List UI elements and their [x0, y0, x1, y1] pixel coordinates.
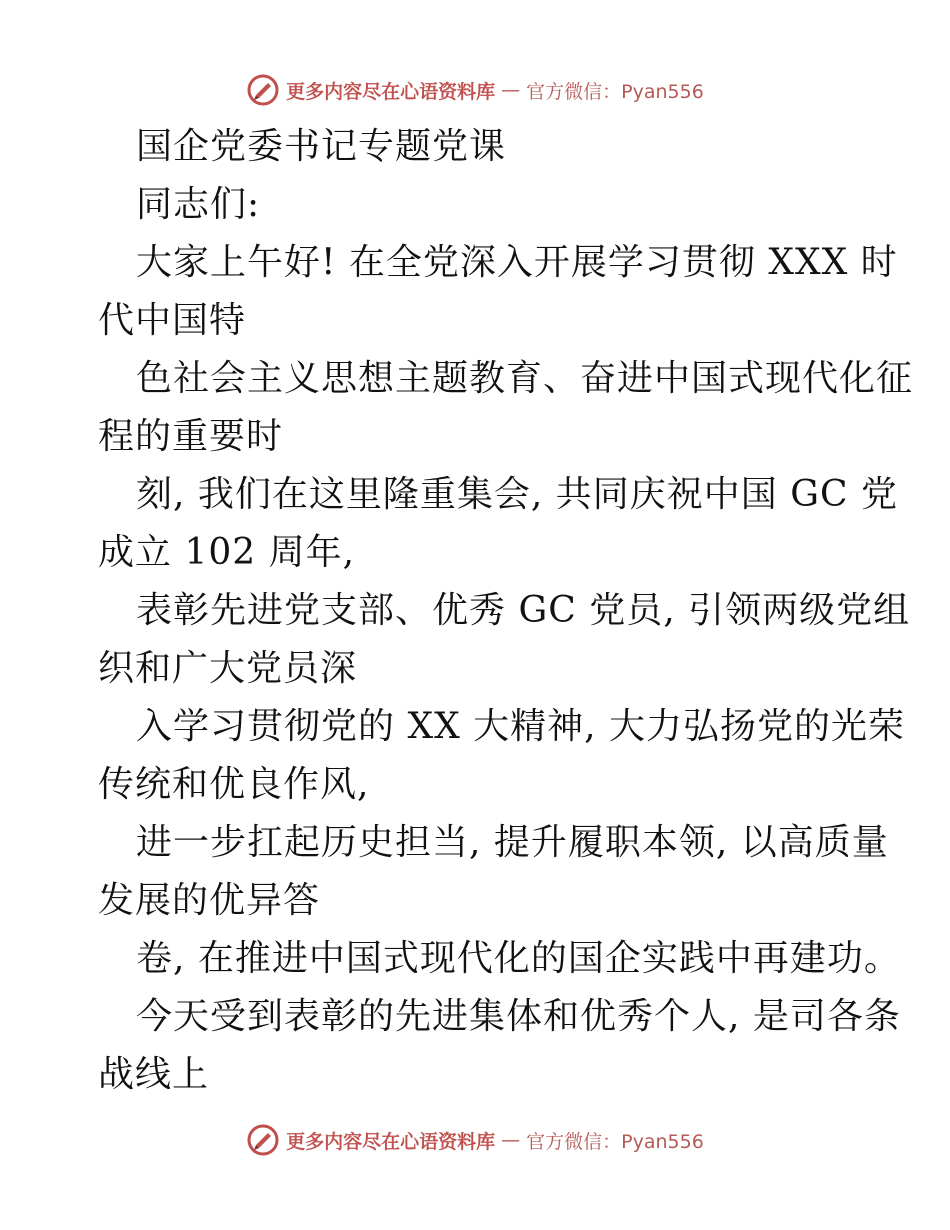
footer-watermark	[0, 1120, 950, 1160]
doc-line: 织和广大党员深	[98, 648, 358, 689]
doc-line: 成立 102 周年,	[98, 532, 356, 573]
watermark-separator: —	[501, 1129, 521, 1151]
doc-line: 刻, 我们在这里隆重集会, 共同庆祝中国 GC 党	[136, 474, 898, 515]
watermark-brand-text: 更多内容尽在心语资料库	[286, 80, 496, 103]
watermark-separator: —	[501, 79, 521, 101]
header-watermark	[0, 70, 950, 110]
doc-line: 表彰先进党支部、优秀 GC 党员, 引领两级党组	[136, 590, 911, 631]
watermark-wechat-text: 官方微信：Pyan556	[526, 80, 704, 103]
doc-line: 代中国特	[98, 300, 247, 341]
watermark-wechat-text: 官方微信：Pyan556	[526, 1130, 704, 1153]
doc-line: 进一步扛起历史担当, 提升履职本领, 以高质量	[136, 822, 889, 863]
pen-logo-icon	[246, 73, 280, 107]
doc-line: 程的重要时	[98, 416, 284, 457]
watermark-brand-text: 更多内容尽在心语资料库	[286, 1130, 496, 1153]
doc-line: 色社会主义思想主题教育、奋进中国式现代化征	[136, 358, 914, 399]
doc-line: 发展的优异答	[98, 880, 321, 921]
doc-line: 传统和优良作风,	[98, 764, 370, 805]
doc-line: 入学习贯彻党的 XX 大精神, 大力弘扬党的光荣	[136, 706, 906, 747]
pen-logo-icon	[246, 1123, 280, 1157]
doc-line: 大家上午好! 在全党深入开展学习贯彻 XXX 时	[136, 242, 898, 283]
document-body	[98, 118, 914, 1104]
doc-line: 卷, 在推进中国式现代化的国企实践中再建功。	[136, 938, 901, 979]
doc-line: 同志们:	[136, 184, 261, 225]
doc-line: 今天受到表彰的先进集体和优秀个人, 是司各条	[136, 996, 901, 1037]
doc-line: 国企党委书记专题党课	[136, 126, 507, 167]
doc-line: 战线上	[98, 1054, 210, 1095]
